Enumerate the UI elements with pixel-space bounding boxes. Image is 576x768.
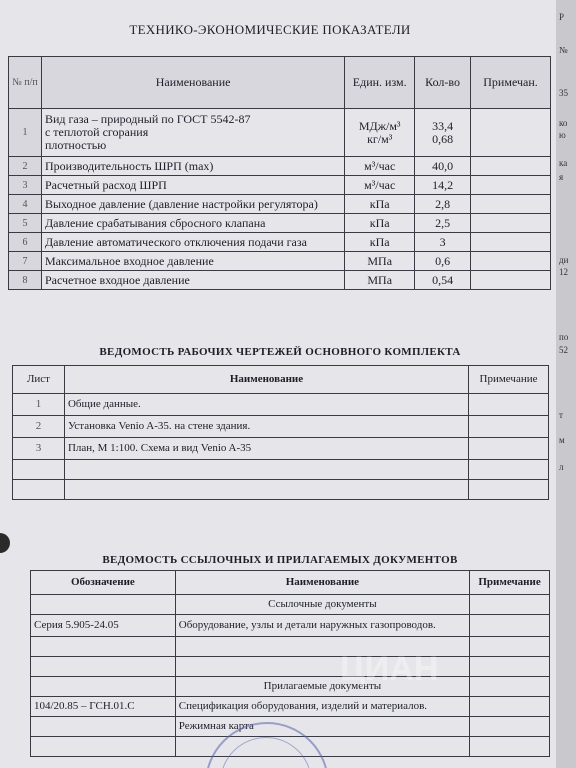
row-note <box>471 109 551 157</box>
row-name: Давление автоматического отключения подачи газа <box>41 233 344 252</box>
row-num: 7 <box>9 252 42 271</box>
col-unit-header: Един. изм. <box>345 57 415 109</box>
row-code: Серия 5.905-24.05 <box>31 615 176 637</box>
row-note <box>471 176 551 195</box>
adjacent-page-edge <box>556 0 576 768</box>
row-unit: МДж/м³ кг/м³ <box>345 109 415 157</box>
edge-text: 52 <box>559 345 568 355</box>
table-row <box>31 615 550 637</box>
col-code-header: Обозначение <box>31 571 176 595</box>
row-note <box>471 271 551 290</box>
row-num: 4 <box>9 195 42 214</box>
section-row <box>31 595 550 615</box>
row-unit: м³/час <box>345 176 415 195</box>
edge-text: ка <box>559 158 568 168</box>
table-row-empty <box>31 637 550 657</box>
table-row <box>9 271 551 290</box>
edge-text: м <box>559 435 565 445</box>
edge-text: Р <box>559 12 565 22</box>
col-note-header: Примечан. <box>471 57 551 109</box>
table-row <box>9 157 551 176</box>
table-row <box>9 252 551 271</box>
table-row <box>9 195 551 214</box>
row-code <box>31 717 176 737</box>
edge-text: т <box>559 410 563 420</box>
table-row <box>9 109 551 157</box>
table-row-empty <box>31 657 550 677</box>
row-note <box>471 252 551 271</box>
row-unit: кПа <box>345 214 415 233</box>
drawings-table <box>12 365 549 500</box>
teo-table <box>8 56 551 290</box>
table-row <box>13 416 549 438</box>
row-note <box>471 214 551 233</box>
row-note <box>471 195 551 214</box>
row-qty: 40,0 <box>415 157 471 176</box>
row-qty: 14,2 <box>415 176 471 195</box>
row-unit: кПа <box>345 233 415 252</box>
row-note <box>469 416 549 438</box>
row-code: 104/20.85 – ГСН.01.С <box>31 697 176 717</box>
edge-text: 35 <box>559 88 568 98</box>
col-name-header: Наименование <box>175 571 469 595</box>
row-note <box>471 233 551 252</box>
row-note <box>469 394 549 416</box>
col-note-header: Примечание <box>470 571 550 595</box>
row-name: Максимальное входное давление <box>41 252 344 271</box>
edge-text: ю <box>559 130 566 140</box>
edge-text: л <box>559 462 564 472</box>
row-name: Давление срабатывания сбросного клапана <box>41 214 344 233</box>
table-row <box>9 214 551 233</box>
row-num: 3 <box>9 176 42 195</box>
row-note <box>469 438 549 460</box>
edge-text: № <box>559 45 568 55</box>
row-qty: 33,4 0,68 <box>415 109 471 157</box>
row-name: Производительность ШРП (max) <box>41 157 344 176</box>
col-name-header: Наименование <box>41 57 344 109</box>
refs-title: ВЕДОМОСТЬ ССЫЛОЧНЫХ И ПРИЛАГАЕМЫХ ДОКУМЕНТОВ <box>102 554 458 566</box>
edge-text: по <box>559 332 569 342</box>
row-qty: 3 <box>415 233 471 252</box>
row-note <box>470 717 550 737</box>
col-qty-header: Кол-во <box>415 57 471 109</box>
teo-title: ТЕХНИКО-ЭКОНОМИЧЕСКИЕ ПОКАЗАТЕЛИ <box>129 22 411 37</box>
table-row <box>31 697 550 717</box>
table-row-empty <box>13 480 549 500</box>
row-name: Выходное давление (давление настройки регулятора) <box>41 195 344 214</box>
edge-text: 12 <box>559 267 568 277</box>
row-note <box>470 697 550 717</box>
row-note <box>471 157 551 176</box>
col-note-header: Примечание <box>469 366 549 394</box>
row-name: Расчетное входное давление <box>41 271 344 290</box>
table-row-empty <box>13 460 549 480</box>
teo-header-row <box>9 57 551 109</box>
table-row <box>13 394 549 416</box>
row-name: План, М 1:100. Схема и вид Venio A-35 <box>64 438 468 460</box>
edge-text: ко <box>559 118 568 128</box>
section-attached: Прилагаемые документы <box>175 677 469 697</box>
row-sheet: 3 <box>13 438 65 460</box>
row-qty: 2,5 <box>415 214 471 233</box>
row-note <box>470 615 550 637</box>
col-sheet-header: Лист <box>13 366 65 394</box>
row-qty: 0,6 <box>415 252 471 271</box>
drawings-title: ВЕДОМОСТЬ РАБОЧИХ ЧЕРТЕЖЕЙ ОСНОВНОГО КОМПЛЕКТА <box>99 346 461 358</box>
row-name: Общие данные. <box>64 394 468 416</box>
col-name-header: Наименование <box>64 366 468 394</box>
row-num: 6 <box>9 233 42 252</box>
table-row <box>9 233 551 252</box>
drawings-header-row <box>13 366 549 394</box>
row-name: Установка Venio A-35. на стене здания. <box>64 416 468 438</box>
table-row <box>9 176 551 195</box>
table-row <box>13 438 549 460</box>
col-num-header: № п/п <box>9 57 42 109</box>
row-num: 2 <box>9 157 42 176</box>
row-name: Расчетный расход ШРП <box>41 176 344 195</box>
row-unit: кПа <box>345 195 415 214</box>
row-sheet: 2 <box>13 416 65 438</box>
binder-hole <box>0 533 10 553</box>
edge-text: я <box>559 172 564 182</box>
row-name: Спецификация оборудования, изделий и материалов. <box>175 697 469 717</box>
row-name: Режимная карта <box>175 717 469 737</box>
section-row <box>31 677 550 697</box>
row-unit: МПа <box>345 271 415 290</box>
row-unit: м³/час <box>345 157 415 176</box>
row-name: Оборудование, узлы и детали наружных газопроводов. <box>175 615 469 637</box>
refs-header-row <box>31 571 550 595</box>
row-num: 8 <box>9 271 42 290</box>
row-num: 5 <box>9 214 42 233</box>
row-unit: МПа <box>345 252 415 271</box>
row-name: Вид газа – природный по ГОСТ 5542-87 с теплотой сгорания плотностью <box>41 109 344 157</box>
edge-text: ди <box>559 255 569 265</box>
row-num: 1 <box>9 109 42 157</box>
row-sheet: 1 <box>13 394 65 416</box>
row-qty: 2,8 <box>415 195 471 214</box>
watermark: ЦИАН <box>340 650 439 688</box>
section-referenced: Ссылочные документы <box>175 595 469 615</box>
row-qty: 0,54 <box>415 271 471 290</box>
